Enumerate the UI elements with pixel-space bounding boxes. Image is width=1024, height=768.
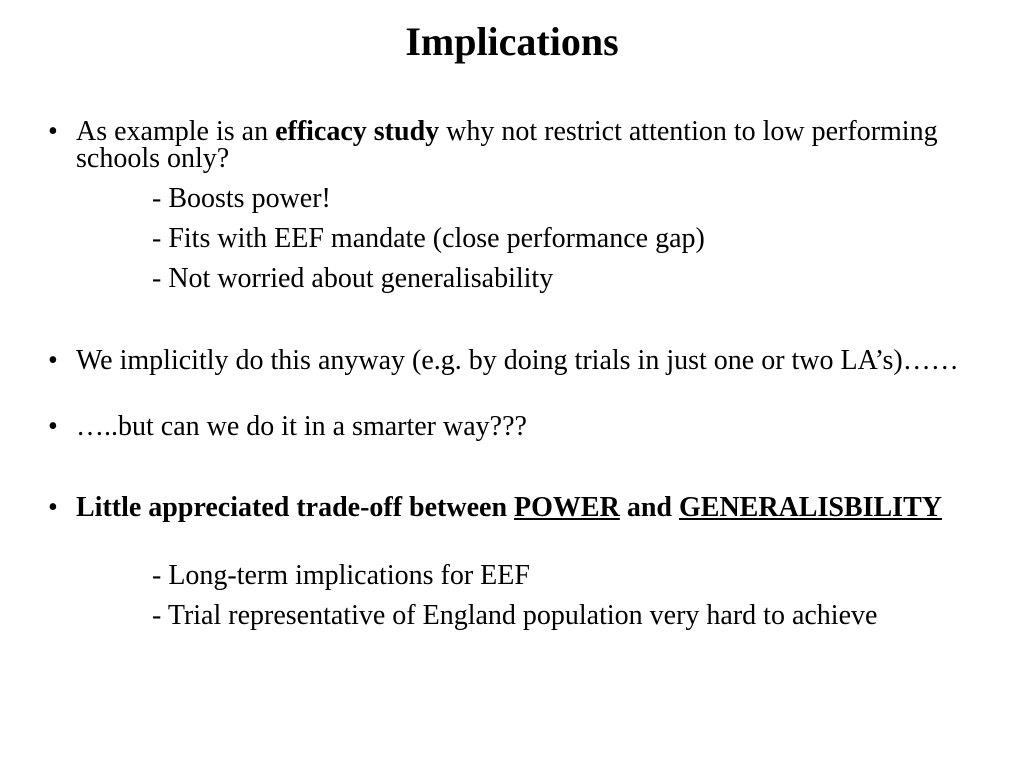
sub-item: - Not worried about generalisability: [152, 263, 554, 294]
emphasis-generalisbility: GENERALISBILITY: [678, 492, 942, 523]
bullet-text-part: As example is an: [76, 116, 276, 147]
sub-item: - Trial representative of England population very hard to achieve: [152, 600, 878, 631]
bullet-text: We implicitly do this anyway (e.g. by doing trials in just one or two LA’s)……: [76, 345, 959, 376]
bullet-text-part: why not restrict attention to low performing schools only?: [76, 116, 938, 174]
sub-item: - Long-term implications for EEF: [152, 560, 530, 591]
bullet-marker: •: [48, 345, 58, 376]
bullet-marker: •: [48, 411, 58, 442]
bullet-text: [76, 118, 976, 172]
slide-title: Implications: [405, 19, 619, 64]
bullet-marker: •: [48, 492, 58, 523]
bullet-text: [76, 494, 976, 521]
bullet-text: …..but can we do it in a smarter way???: [76, 411, 527, 442]
bullet-text-part: and: [619, 492, 679, 523]
sub-item: - Fits with EEF mandate (close performance gap): [152, 223, 705, 254]
bullet-marker: •: [48, 116, 58, 147]
bullet-emphasis: efficacy study: [275, 116, 440, 147]
sub-item: - Boosts power!: [152, 183, 331, 214]
bullet-text-part: Little appreciated trade-off between: [76, 492, 515, 523]
emphasis-power: POWER: [514, 492, 620, 523]
